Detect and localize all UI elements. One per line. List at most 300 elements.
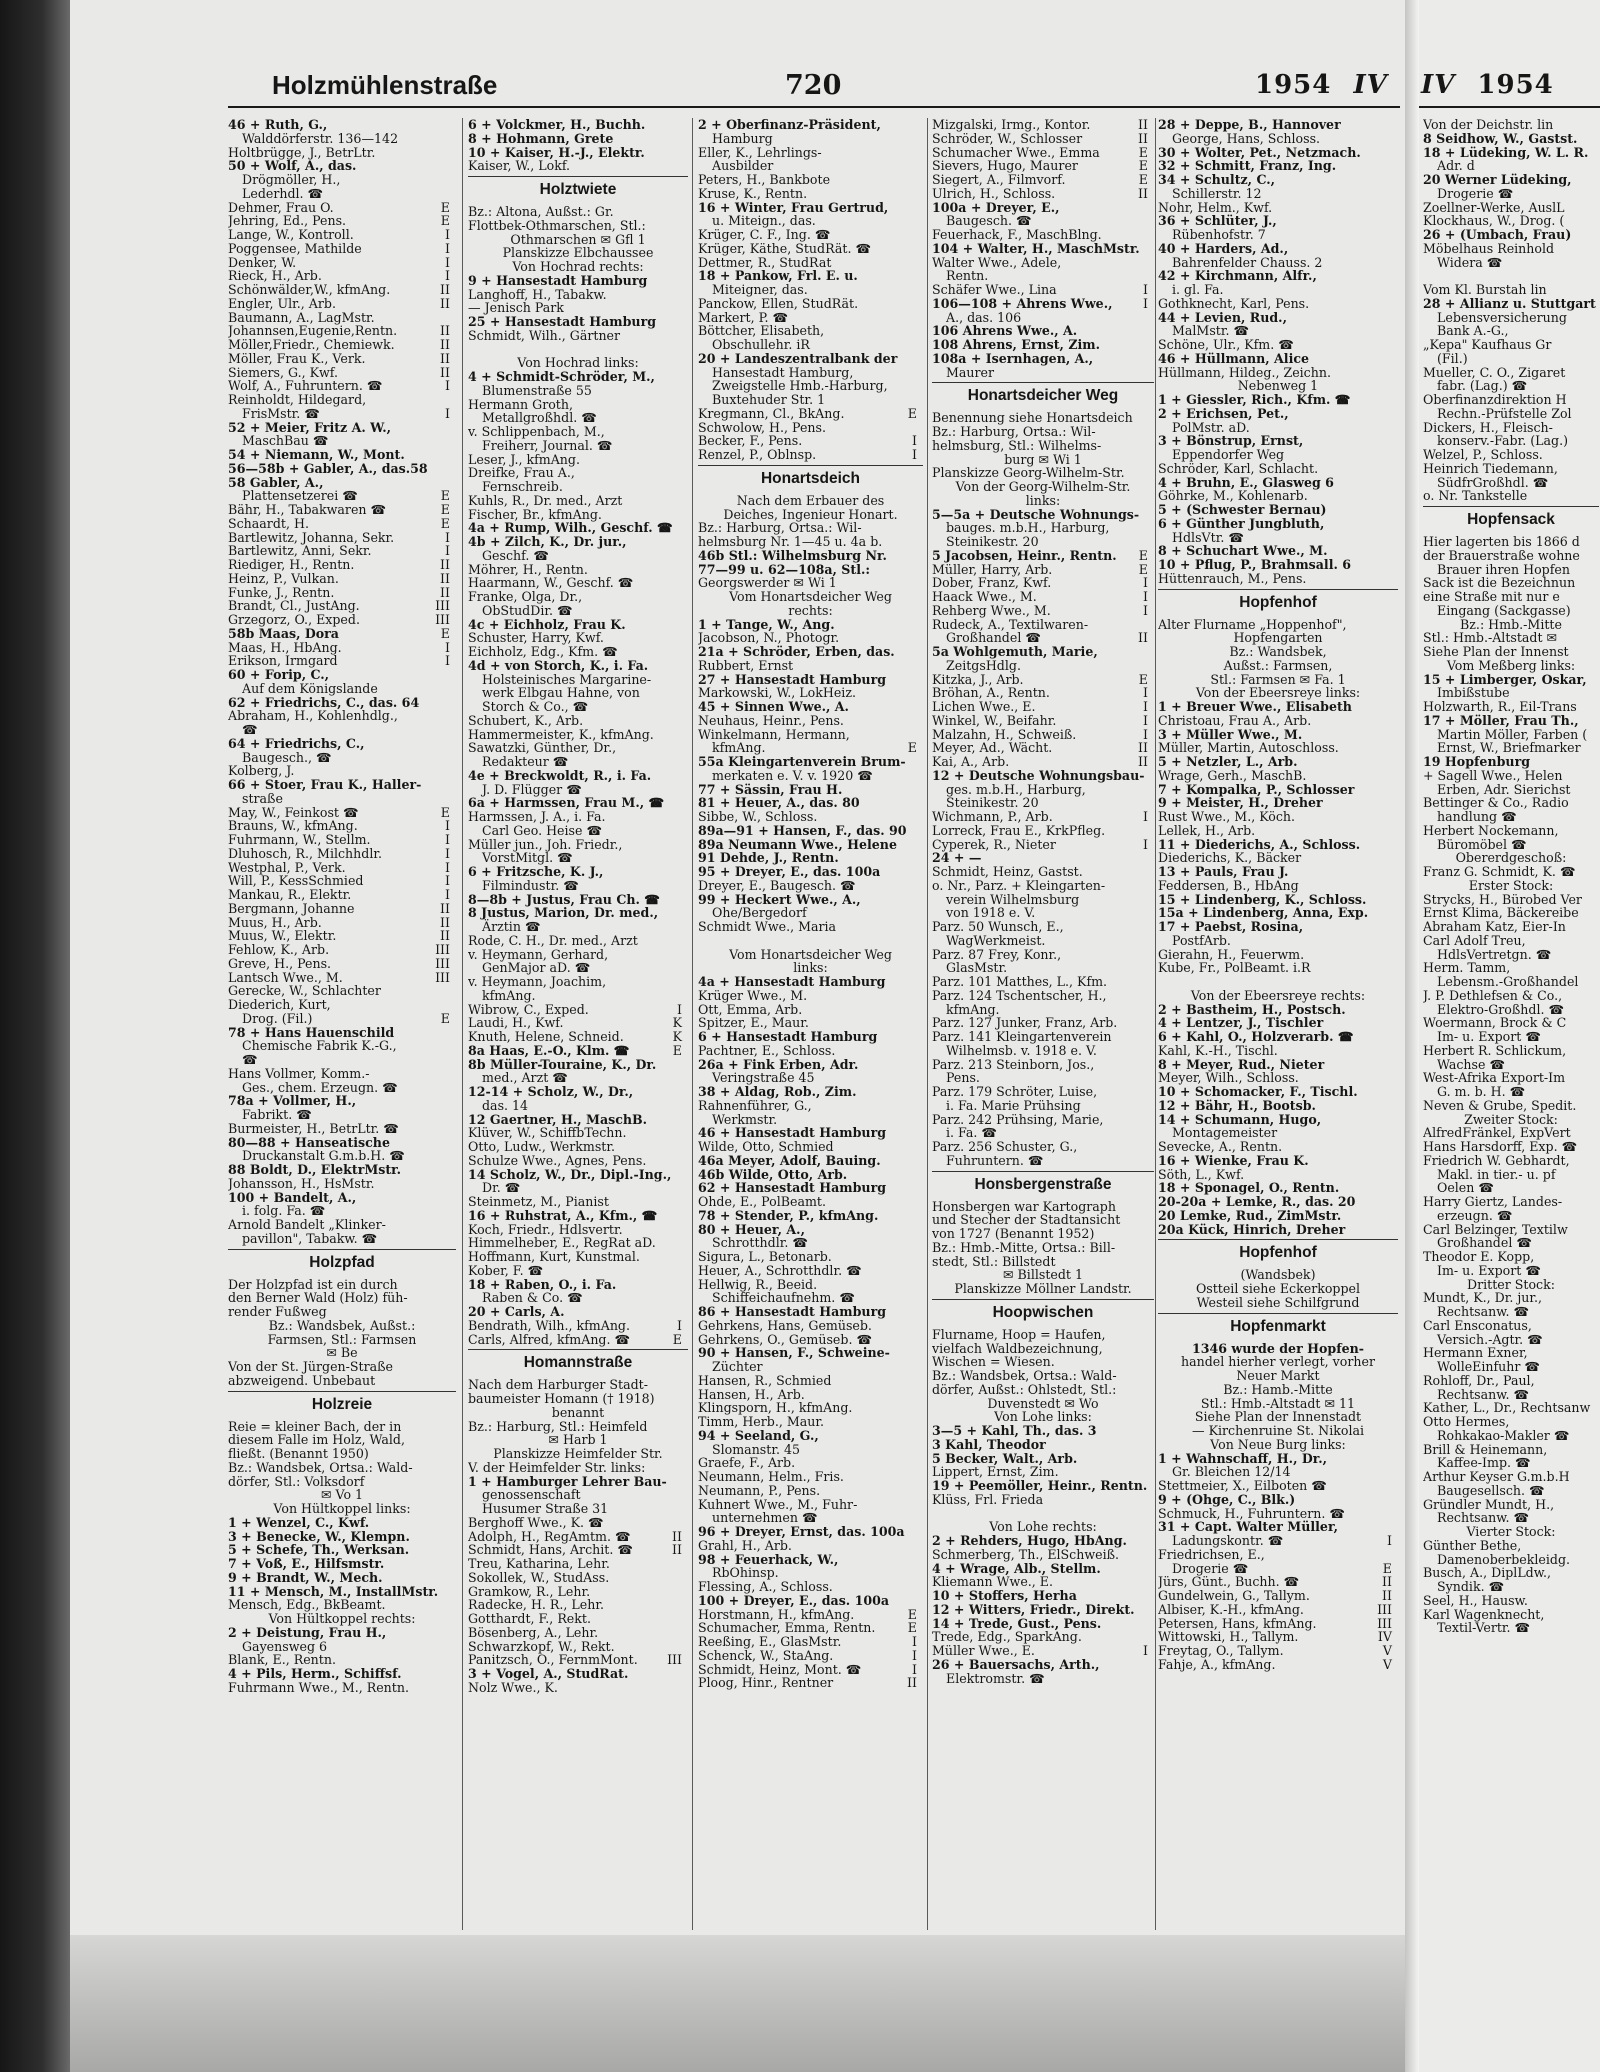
entry-text: Dritter Stock: [1467,1276,1555,1292]
entry-text: Freiherr, Journal. ☎ [482,437,613,453]
directory-entry [228,641,456,655]
directory-entry [932,755,1154,769]
directory-entry [1158,1589,1398,1603]
directory-entry [932,604,1154,618]
directory-entry [1423,1388,1599,1402]
entry-text: Grahl, H., Arb. [698,1537,792,1553]
entry-text: Steinmetz, M., Pianist [468,1194,609,1209]
entry-text: Eppendorfer Weg [1172,447,1285,462]
directory-entry [1423,755,1599,769]
directory-entry [1158,1369,1398,1383]
directory-entry [228,613,456,627]
header-rule [228,106,1400,108]
entry-text: Möller, Frau K., Verk. [228,350,366,366]
entry-text: med., Arzt ☎ [482,1070,568,1086]
entry-text: 54 + Niemann, W., Mont. [228,447,405,462]
directory-entry [1158,824,1398,838]
entry-text: Stl.: Hmb.-Altstadt ✉ [1423,630,1558,646]
floor-marker: II [1138,740,1148,756]
entry-text: Seel, H., Hausw. [1423,1592,1528,1608]
floor-marker: E [1138,158,1148,174]
directory-entry [932,1520,1154,1534]
directory-entry [932,645,1154,659]
directory-entry [1423,118,1599,132]
entry-text: Gr. Bleichen 12/14 [1172,1464,1291,1480]
entry-text: Fuhruntern. ☎ [946,1152,1044,1168]
entry-text: Erben, Adr. Sierichst [1437,781,1571,797]
entry-text: handel hierher verlegt, vorher [1181,1354,1375,1370]
directory-entry [698,1470,923,1484]
entry-text: 6 + Kahl, O., Holzverarb. ☎ [1158,1029,1354,1044]
entry-text: Göhrke, M., Kohlenarb. [1158,488,1308,504]
directory-entry [468,1071,688,1085]
directory-entry [468,989,688,1003]
directory-entry [1423,242,1599,256]
directory-entry [468,1640,688,1654]
entry-text: Von Lohe links: [994,1409,1092,1425]
entry-text: Klüss, Frl. Frieda [932,1491,1044,1507]
entry-text: Schröder, W., Schlosser [932,130,1083,146]
directory-entry [1158,700,1398,714]
entry-text: Vom Meßberg links: [1446,657,1576,673]
entry-text: Von Lohe rechts: [989,1519,1097,1535]
floor-marker: II [672,1528,682,1544]
directory-entry [228,201,456,215]
entry-text: Buxtehuder Str. 1 [712,392,826,407]
entry-text: genossenschaft [482,1487,581,1503]
directory-entry [228,1374,456,1388]
directory-entry [468,604,688,618]
floor-marker: II [440,364,450,380]
directory-entry [932,1355,1154,1369]
entry-text: Eichholz, Edg., Kfm. ☎ [468,644,618,659]
entry-text: dörfer, Außst.: Ohlstedt, Stl.: [932,1381,1117,1397]
directory-entry [1158,920,1398,934]
directory-entry [698,741,923,755]
entry-text: Hüttenrauch, M., Pens. [1158,570,1307,586]
entry-text: Baumann, A., LagMstr. [228,309,375,325]
entry-text: 52 + Meier, Fritz A. W., [228,419,392,435]
floor-marker: I [1143,699,1148,714]
entry-text: RbOhinsp. [712,1565,779,1581]
directory-entry [698,1621,923,1635]
floor-marker: E [907,405,917,421]
entry-text: Jehring, Ed., Pens. [228,213,347,229]
directory-entry [228,888,456,902]
directory-entry [1423,1085,1599,1099]
directory-entry [228,764,456,778]
directory-entry [228,407,456,421]
entry-text: Bz.: Wandsbek, Ortsa.: Wald- [228,1459,413,1475]
entry-text: Hammermeister, K., kfmAng. [468,726,654,742]
directory-entry [1158,1603,1398,1617]
entry-text: Reie = kleiner Bach, der in [228,1418,402,1434]
directory-entry [1423,728,1599,742]
entry-text: Panitzsch, O., FernmMont. [468,1652,638,1668]
directory-entry [228,1108,456,1122]
entry-text: Redakteur ☎ [482,754,569,769]
directory-entry [698,1168,923,1182]
entry-text: der Brauerstraße wohne [1423,547,1580,563]
directory-entry [1423,1030,1599,1044]
entry-text: Meyer, Ad., Wächt. [932,740,1053,756]
entry-text: i. folg. Fa. ☎ [242,1203,326,1219]
floor-marker: II [1382,1588,1392,1603]
entry-text: May, W., Feinkost ☎ [228,804,359,820]
entry-text: Neuer Markt [1236,1368,1320,1383]
entry-text: Bz.: Hmb.-Mitte, Ortsa.: Bill- [932,1239,1116,1255]
directory-entry [468,370,688,384]
floor-marker: E [1138,172,1148,187]
directory-entry [468,1319,688,1333]
directory-entry [1158,1282,1398,1296]
directory-entry [932,1672,1154,1686]
directory-entry [468,343,688,357]
directory-entry [698,1058,923,1072]
directory-entry [1158,228,1398,242]
directory-entry [228,1218,456,1232]
directory-entry [228,352,456,366]
entry-text: Christoau, Frau A., Arb. [1158,712,1312,728]
entry-text: Malzahn, H., Schweiß. [932,726,1077,742]
directory-entry [1423,159,1599,173]
floor-marker: III [435,969,450,985]
entry-text: Hermann Groth, [468,396,573,412]
directory-entry [1158,324,1398,338]
directory-entry [698,576,923,590]
entry-text: Deiches, Ingenieur Honart. [723,506,898,522]
directory-entry [1158,1071,1398,1085]
floor-marker: II [440,914,450,930]
entry-text: Franz G. Schmidt, K. ☎ [1423,864,1576,879]
directory-entry [468,159,688,173]
directory-entry [1423,563,1599,577]
directory-entry [468,631,688,645]
directory-entry [468,1113,688,1127]
directory-entry [228,242,456,256]
directory-entry [1423,1223,1599,1237]
directory-entry [932,1562,1154,1576]
directory-entry [1423,673,1599,687]
directory-entry [468,755,688,769]
entry-text: Lorreck, Frau E., KrkPfleg. [932,822,1106,838]
directory-entry [1423,338,1599,352]
floor-marker: I [1143,836,1148,852]
entry-text: Elektromstr. ☎ [946,1670,1045,1686]
directory-entry [932,576,1154,590]
directory-entry [1158,1268,1398,1282]
entry-text: fließt. (Benannt 1950) [228,1446,369,1461]
entry-text: 4b + Zilch, K., Dr. jur., [468,534,627,549]
directory-entry [228,118,456,132]
directory-entry [698,297,923,311]
directory-entry [468,1264,688,1278]
floor-marker: I [1143,726,1148,742]
directory-entry [1158,214,1398,228]
directory-entry [1423,1333,1599,1347]
floor-marker: II [1138,130,1148,146]
street-heading: Hopfenmarkt [1158,1313,1398,1340]
directory-entry [698,1594,923,1608]
street-heading: Holzpfad [228,1249,456,1276]
directory-entry [1423,476,1599,490]
directory-entry [932,1200,1154,1214]
directory-entry [1158,572,1398,586]
directory-entry [698,1126,923,1140]
floor-marker: I [1143,575,1148,591]
entry-text: ✉ Be [326,1345,358,1361]
directory-entry [1158,159,1398,173]
entry-text: J. D. Flügger ☎ [482,781,582,797]
directory-entry [1423,1319,1599,1333]
entry-text: Markowski, W., LokHeiz. [698,685,856,701]
entry-text: ges. m.b.H., Harburg, [946,781,1086,797]
directory-entry [228,366,456,380]
entry-text: 6 + Günther Jungbluth, [1158,515,1325,531]
directory-entry [698,824,923,838]
entry-text: ✉ Billstedt 1 [1002,1267,1083,1283]
directory-entry [698,118,923,132]
entry-text: 16 + Winter, Frau Gertrud, [698,199,889,215]
directory-entry [1423,810,1599,824]
entry-text: 30 + Wolter, Pet., Netzmach. [1158,144,1361,160]
directory-entry [228,1067,456,1081]
entry-text: 100a + Dreyer, E., [932,199,1060,215]
entry-text: verein Wilhelmsburg [946,891,1080,907]
entry-text: Schiffeichaufnehm. ☎ [712,1290,856,1306]
entry-text: o. Nr., Parz. + Kleingarten- [932,877,1106,893]
entry-text: Ladungskontr. ☎ [1172,1533,1284,1548]
entry-text: v. Heymann, Gerhard, [468,946,609,962]
directory-entry [228,476,456,490]
entry-text: Kaffee-Imp. ☎ [1437,1455,1531,1471]
entry-text: Franke, Olga, Dr., [468,589,583,604]
entry-text: Bz.: Harburg, Stl.: Heimfeld [468,1418,648,1434]
floor-marker: E [440,213,450,229]
directory-entry [932,118,1154,132]
directory-entry [698,1003,923,1017]
directory-entry [1423,297,1599,311]
entry-text: Von der Georg-Wilhelm-Str. [955,479,1131,494]
directory-entry [228,1420,456,1434]
entry-text: Vom Kl. Burstah lin [1423,282,1547,297]
directory-entry [1423,187,1599,201]
directory-entry [932,1140,1154,1154]
directory-entry [1158,421,1398,435]
directory-entry [228,1204,456,1218]
entry-text: Erikson, Irmgard [228,653,338,669]
entry-text: rechts: [788,602,833,618]
floor-marker: I [1143,295,1148,311]
directory-entry [698,1291,923,1305]
entry-text: Pens. [946,1070,980,1086]
directory-entry [1423,796,1599,810]
entry-text: 96 + Dreyer, Ernst, das. 100a [698,1524,905,1539]
entry-text: 13 + Pauls, Frau J. [1158,864,1289,879]
entry-text: Schillerstr. 12 [1172,185,1262,201]
entry-text: Gundelwein, G., Tallym. [1158,1588,1310,1603]
entry-text: Harmssen, J. A., i. Fa. [468,809,606,824]
directory-entry [1423,948,1599,962]
directory-entry [228,943,456,957]
entry-text: Von Hültkoppel rechts: [268,1611,416,1626]
entry-text: HdlsVertretgn. ☎ [1437,946,1552,962]
directory-entry [932,1507,1154,1521]
directory-entry [228,1461,456,1475]
entry-text: Dehmer, Frau O. [228,199,334,215]
directory-entry [228,269,456,283]
directory-entry [932,590,1154,604]
entry-text: Siehe Plan der Innenstadt [1194,1409,1362,1425]
directory-entry [1423,714,1599,728]
directory-entry [228,187,456,201]
entry-text: 38 + Aldag, Rob., Zim. [698,1084,857,1099]
entry-text: 11 + Mensch, M., InstallMstr. [228,1583,439,1599]
entry-text: Rechtsanw. ☎ [1437,1386,1530,1402]
entry-text: i. Fa. Marie Prühsing [946,1097,1081,1113]
entry-text: 26 + Bauersachs, Arth., [932,1656,1100,1672]
entry-text: 90 + Hansen, F., Schweine- [698,1345,890,1361]
street-heading: Honsbergenstraße [932,1171,1154,1198]
directory-entry [1423,1264,1599,1278]
street-heading: Honartsdeicher Weg [932,382,1154,409]
floor-marker: I [445,639,450,655]
entry-text: Krüger Wwe., M. [698,987,808,1003]
entry-text: Fuhrmann, W., Stellm. [228,832,371,847]
entry-text: 4e + Breckwoldt, R., i. Fa. [468,767,652,783]
directory-entry [932,659,1154,673]
entry-text: Fehlow, K., Arb. [228,942,330,957]
page-bottom-shadow [70,1935,1405,2072]
entry-text: 46b Stl.: Wilhelmsburg Nr. [698,547,887,563]
entry-text: Otto, Ludw., Werkmstr. [468,1139,615,1154]
directory-entry [698,700,923,714]
entry-text: Graefe, F., Arb. [698,1455,796,1471]
page-number: 720 [785,70,842,101]
directory-entry [228,668,456,682]
entry-text: Wittowski, H., Tallym. [1158,1629,1299,1645]
directory-entry [698,673,923,687]
directory-entry [468,1571,688,1585]
directory-entry [1423,1621,1599,1635]
entry-text: Dluhosch, R., Milchhdlr. [228,845,383,861]
directory-entry [228,421,456,435]
entry-text: 16 + Wienke, Frau K. [1158,1152,1309,1168]
entry-text: Miteigner, das. [712,282,808,297]
entry-text: Ostteil siehe Eckerkoppel [1195,1281,1361,1296]
floor-marker: I [677,1001,682,1017]
entry-text: 32 + Schmitt, Franz, Ing. [1158,158,1337,174]
entry-text: fabr. (Lag.) ☎ [1437,378,1528,394]
directory-entry [1158,714,1398,728]
entry-text: 5 Becker, Walt., Arb. [932,1450,1078,1466]
entry-text: Lange, W., Kontroll. [228,227,354,242]
entry-text: AlfredFränkel, ExpVert [1423,1125,1571,1141]
entry-text: 6 + Hansestadt Hamburg [698,1029,878,1044]
entry-text: Woermann, Brock & C [1423,1015,1567,1031]
entry-text: 106—108 + Ahrens Wwe., [932,295,1113,311]
entry-text: 4a + Rump, Wilh., Geschf. ☎ [468,520,673,536]
entry-text: 106 Ahrens Wwe., A. [932,323,1078,339]
floor-marker: II [907,1675,917,1691]
directory-entry [468,1250,688,1264]
entry-text: A., das. 106 [946,309,1022,325]
directory-entry [932,728,1154,742]
entry-text: Diederichs, K., Bäcker [1158,850,1302,866]
entry-text: 1 + Wahnschaff, H., Dr., [1158,1450,1328,1466]
directory-entry [228,1149,456,1163]
entry-text: Söth, L., Kwf. [1158,1166,1245,1182]
floor-marker: I [445,227,450,242]
entry-text: Alter Flurname „Hoppenhof", [1158,616,1347,632]
directory-entry [1423,146,1599,160]
entry-text: Lederhdl. ☎ [242,185,324,201]
entry-text: 20a Kück, Hinrich, Dreher [1158,1221,1346,1237]
directory-entry [228,1122,456,1136]
entry-text: Sokollek, W., StudAss. [468,1569,610,1585]
directory-entry [1423,1580,1599,1594]
directory-entry [228,682,456,696]
floor-marker: E [440,502,450,517]
entry-text: Zoellner-Werke, AuslL [1423,199,1565,215]
directory-entry [932,1241,1154,1255]
entry-text: 9 + Brandt, W., Mech. [228,1569,383,1585]
column-2-holztwiete-homannstrasse [468,118,688,1938]
entry-text: 27 + Hansestadt Hamburg [698,671,887,687]
entry-text: Arthur Keyser G.m.b.H [1423,1469,1570,1484]
directory-entry [1158,618,1398,632]
entry-text: Geschf. ☎ [482,547,550,563]
directory-entry [698,851,923,865]
directory-entry [698,1333,923,1347]
floor-marker: I [1143,809,1148,824]
directory-entry [228,1681,456,1695]
entry-text: 12 + Bähr, H., Bootsb. [1158,1097,1316,1113]
entry-text: Bartlewitz, Johanna, Sekr. [228,529,395,545]
entry-text: 58 Gabler, A., [228,474,324,490]
entry-text: von 1918 e. V. [946,905,1036,921]
directory-entry [1423,645,1599,659]
entry-text: Lantsch Wwe., M. [228,969,343,985]
entry-text: merkaten e. V. v. 1920 ☎ [712,767,873,783]
directory-entry [932,1154,1154,1168]
entry-text: Schäfer Wwe., Lina [932,282,1057,297]
directory-entry [468,920,688,934]
floor-marker: I [1143,1643,1148,1658]
entry-text: Bz.: Harburg, Ortsa.: Wil- [698,520,862,536]
directory-entry [698,728,923,742]
entry-text: 81 + Heuer, A., das. 80 [698,795,860,811]
directory-entry [932,1452,1154,1466]
directory-entry [932,618,1154,632]
directory-entry [1423,1346,1599,1360]
entry-text: Adr. d [1437,158,1475,174]
entry-text: Sibbe, W., Schloss. [698,809,818,824]
entry-text: Bähr, H., Tabakwaren ☎ [228,502,387,517]
entry-text: 3 Kahl, Theodor [932,1436,1046,1452]
entry-text: Abraham Katz, Eier-In [1423,919,1566,934]
directory-entry [932,1328,1154,1342]
directory-entry [1158,173,1398,187]
floor-marker: I [912,1647,917,1663]
directory-entry [468,1612,688,1626]
street-heading: Hopfensack [1423,506,1599,533]
directory-entry [1423,769,1599,783]
directory-entry [228,737,456,751]
directory-entry [1158,783,1398,797]
entry-text: Hoffmann, Kurt, Kunstmal. [468,1249,640,1264]
directory-entry [1158,631,1398,645]
